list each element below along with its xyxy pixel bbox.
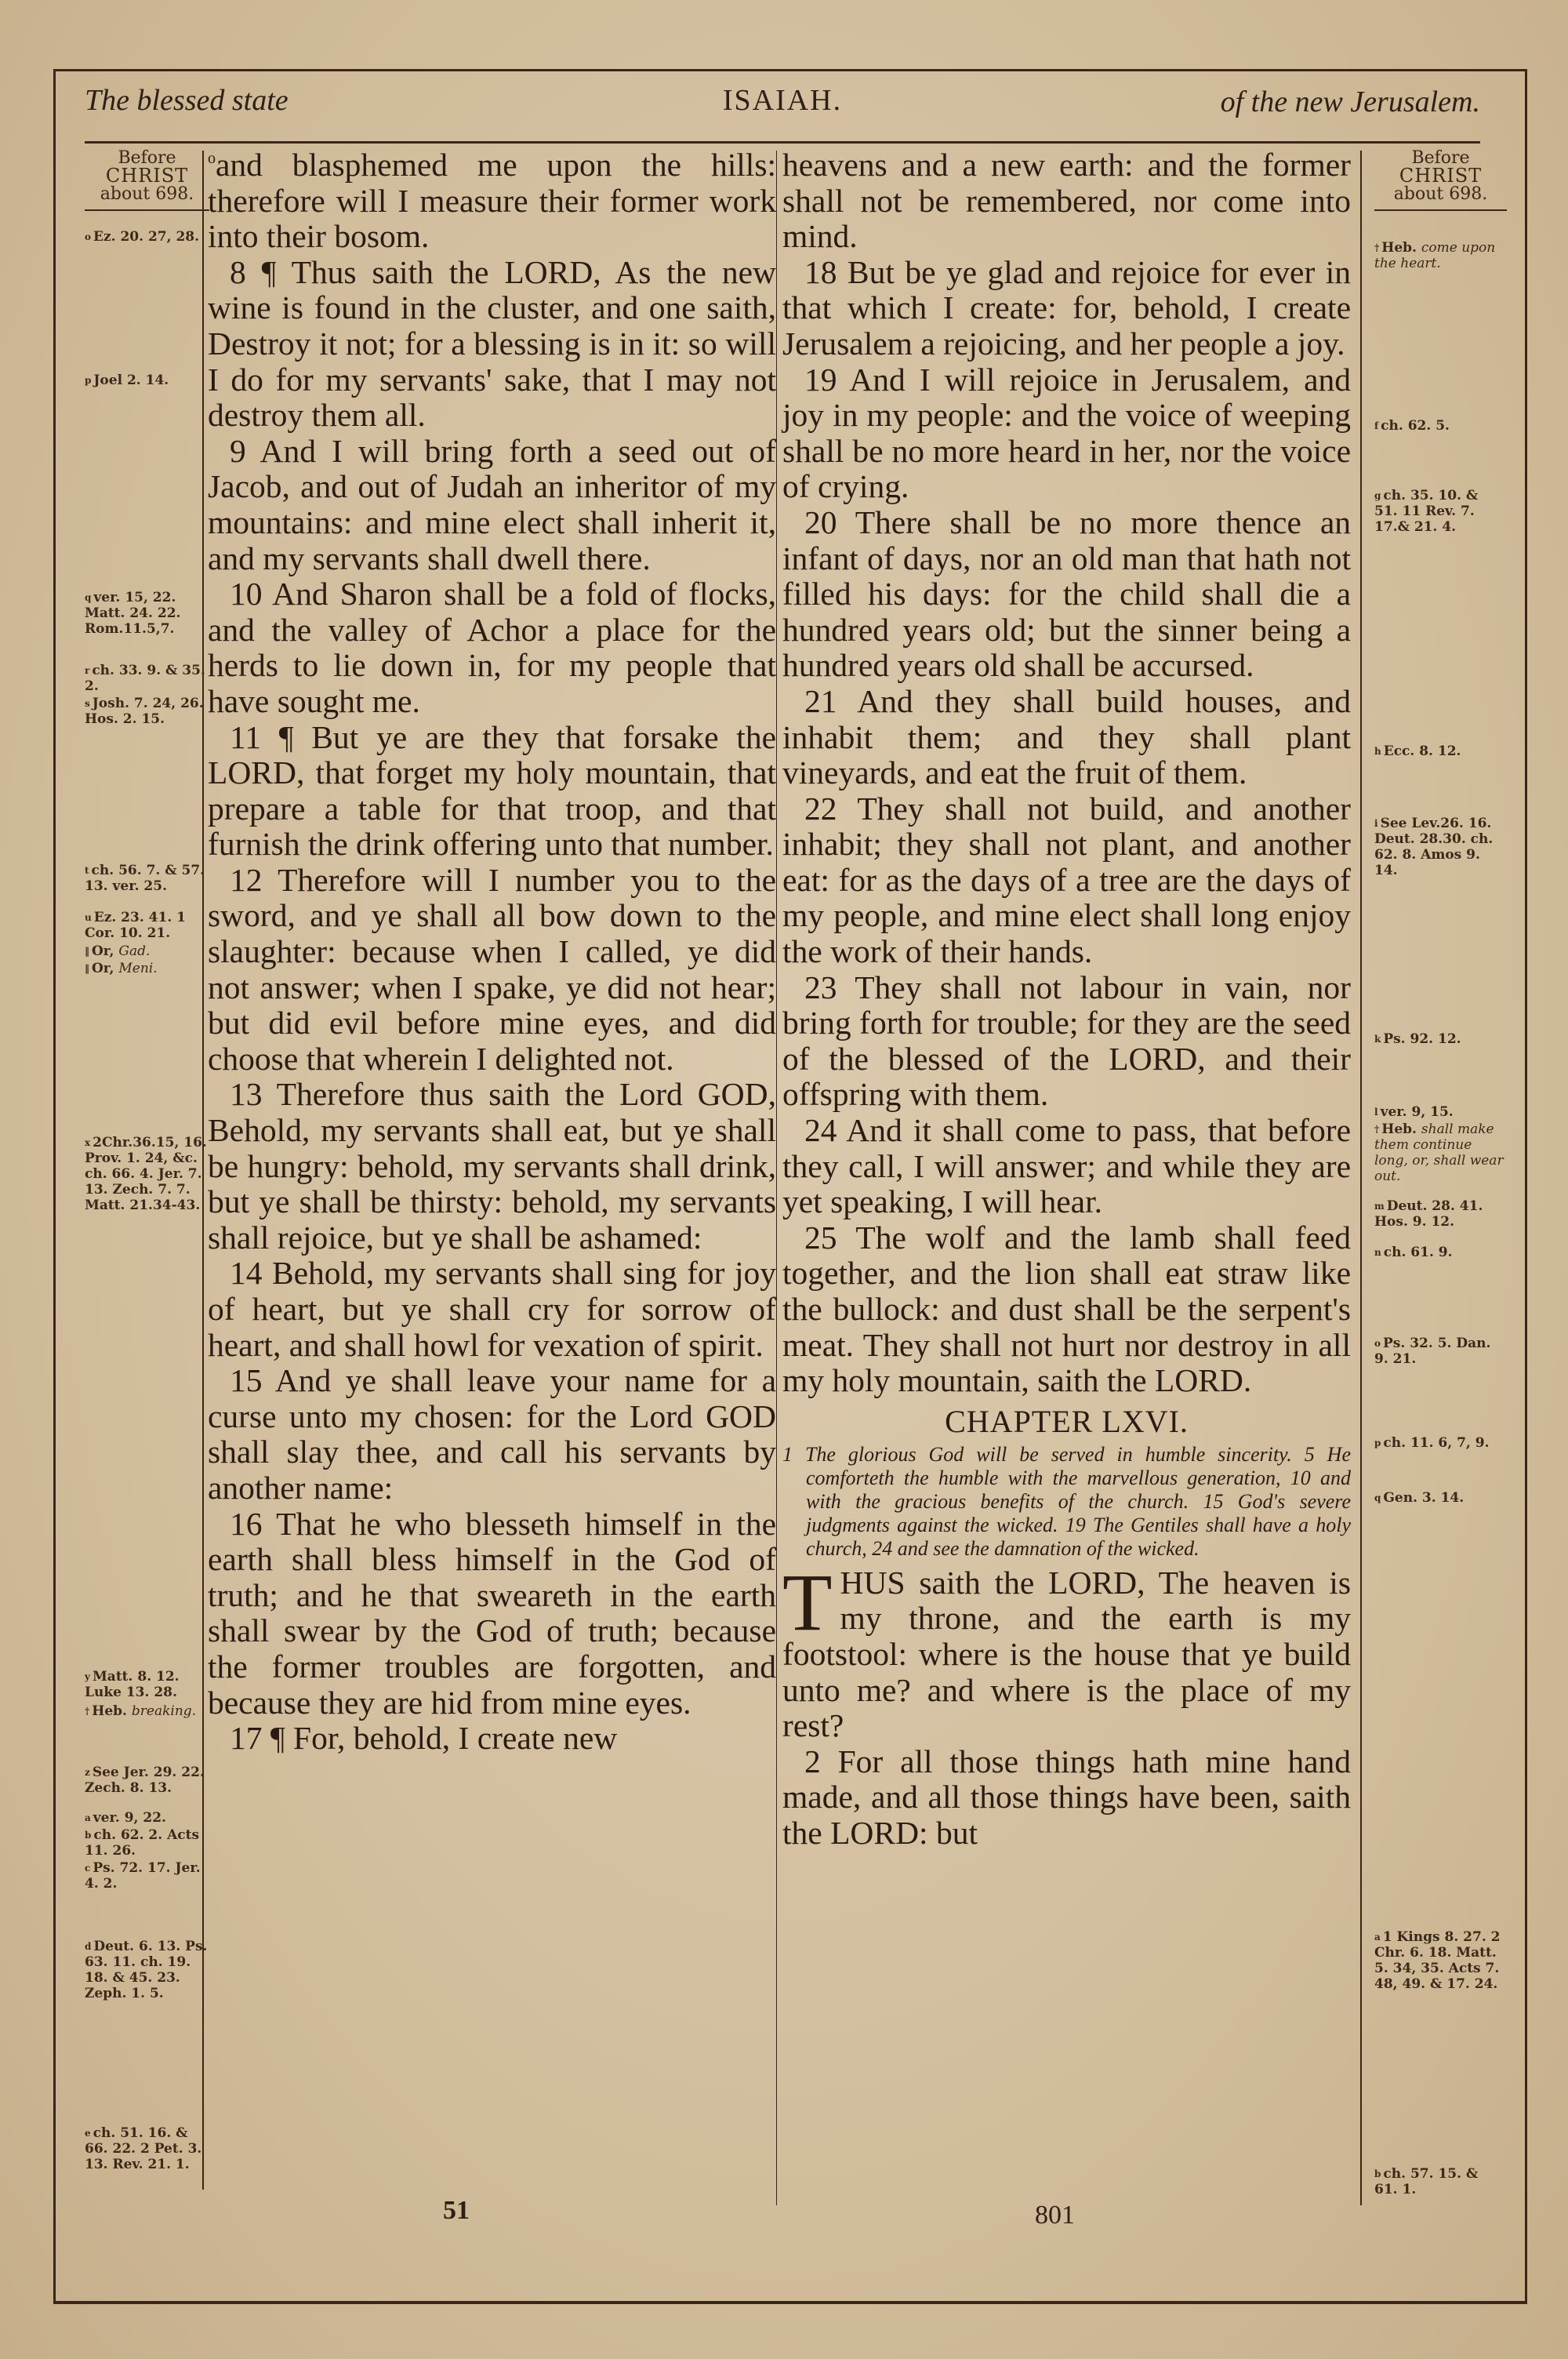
margin-note: ‖ Or, Meni. bbox=[85, 961, 158, 976]
chapter-heading: CHAPTER LXVI. bbox=[945, 1403, 1189, 1439]
verse-15: 15 And ye shall leave your name for a curse unto my chosen: for the Lord GOD shall slay thee, and call his servants by another name: bbox=[208, 1362, 776, 1506]
verse-10: 10 And Sharon shall be a fold of flocks, and the valley of Achor a place for the herds to lie down in, for my people that have sought me. bbox=[208, 576, 776, 719]
margin-note: $^h$ Ecc. 8. 12. bbox=[1374, 743, 1461, 759]
verse-8: 8 ¶ Thus saith the LORD, As the new wine is found in the cluster, and one saith, Destroy it not; for a blessing is in it: so will I do for my servants' sake, that I may not destroy them all. bbox=[208, 253, 776, 434]
text-column-right bbox=[782, 147, 1351, 1852]
margin-note: † Heb. breaking. bbox=[85, 1703, 197, 1719]
margin-note: $^x$ 2Chr.36.15, 16. Prov. 1. 24, &c. ch. 66. 4. Jer. 7. 13. Zech. 7. 7. Matt. 21.34-43. bbox=[85, 1135, 207, 1213]
column-divider bbox=[776, 151, 777, 2205]
bc-line1: Before bbox=[1411, 148, 1470, 168]
verse-17-start: 17 ¶ For, behold, I create new bbox=[230, 1720, 618, 1757]
margin-note: $^g$ ch. 35. 10. & 51. 11 Rev. 7. 17.& 21. 4. bbox=[1374, 488, 1479, 535]
left-margin-references bbox=[78, 148, 216, 2172]
margin-note: $^m$ Deut. 28. 41. Hos. 9. 12. bbox=[1374, 1198, 1483, 1230]
margin-note: $^p$ Joel 2. 14. bbox=[85, 373, 169, 388]
margin-note: $^b$ ch. 57. 15. & 61. 1. bbox=[1374, 2166, 1479, 2197]
margin-note: $^s$ Josh. 7. 24, 26. Hos. 2. 15. bbox=[85, 696, 204, 727]
margin-note: $^e$ ch. 51. 16. & 66. 22. 2 Pet. 3. 13. Rev. 21. 1. bbox=[85, 2125, 202, 2172]
header-rule bbox=[85, 141, 1480, 144]
before-christ-date-right bbox=[1374, 149, 1507, 211]
margin-note: $^q$ ver. 15, 22. Matt. 24. 22. Rom.11.5,7. bbox=[85, 590, 181, 637]
verse-17-continuation: heavens and a new earth: and the former shall not be remembered, nor come into mind. bbox=[782, 147, 1351, 255]
signature-mark: 51 bbox=[443, 2196, 470, 2225]
margin-note: $^l$ ver. 9, 15. bbox=[1374, 1104, 1454, 1120]
margin-note: $^u$ Ez. 23. 41. 1 Cor. 10. 21. bbox=[85, 910, 186, 941]
running-head-left: The blessed state bbox=[85, 84, 289, 117]
margin-note: $^t$ ch. 56. 7. & 57. 13. ver. 25. bbox=[85, 863, 205, 894]
margin-note: $^p$ ch. 11. 6, 7, 9. bbox=[1374, 1435, 1490, 1451]
verse-22: 22 They shall not build, and another inhabit; they shall not plant, and another eat: for as the days of a tree are the days of my people, and mine elect shall long enjoy the work of their hands. bbox=[782, 790, 1351, 970]
verse-23: 23 They shall not labour in vain, nor bring forth for trouble; for they are the seed of the blessed of the LORD, and their offspring with them. bbox=[782, 969, 1351, 1113]
margin-note: $^z$ See Jer. 29. 22. Zech. 8. 13. bbox=[85, 1765, 205, 1796]
margin-note: $^b$ ch. 62. 2. Acts 11. 26. bbox=[85, 1827, 200, 1859]
verse-continuation: $^o$and blasphemed me upon the hills: therefore will I measure their former work into their bosom. bbox=[208, 147, 776, 255]
margin-note: $^r$ ch. 33. 9. & 35. 2. bbox=[85, 663, 205, 694]
verse-18: 18 But be ye glad and rejoice for ever in that which I create: for, behold, I create Jerusalem a rejoicing, and her people a joy. bbox=[782, 253, 1351, 362]
margin-note: † Heb. shall make them continue long, or, shall wear out. bbox=[1374, 1121, 1504, 1184]
margin-note: † Heb. come upon the heart. bbox=[1374, 240, 1496, 271]
book-title: ISAIAH. bbox=[722, 84, 843, 117]
margin-note: $^c$ Ps. 72. 17. Jer. 4. 2. bbox=[85, 1860, 201, 1892]
margin-note: $^d$ Deut. 6. 13. Ps. 63. 11. ch. 19. 18. & 45. 23. Zeph. 1. 5. bbox=[85, 1939, 208, 2001]
verse-19: 19 And I will rejoice in Jerusalem, and joy in my people: and the voice of weeping shall be no more heard in her, nor the voice of crying. bbox=[782, 361, 1351, 505]
chapter-66-verse-2: 2 For all those things hath mine hand made, and all those things have been, saith the LORD: but bbox=[782, 1743, 1351, 1851]
page-number: 801 bbox=[1035, 2201, 1075, 2230]
before-christ-date bbox=[85, 149, 209, 211]
bc-line2: CHRIST bbox=[105, 165, 189, 187]
margin-note: $^n$ ch. 61. 9. bbox=[1374, 1245, 1453, 1260]
margin-note: $^k$ Ps. 92. 12. bbox=[1374, 1031, 1461, 1047]
verse-9: 9 And I will bring forth a seed out of Jacob, and out of Judah an inheritor of my mountains: and mine elect shall inherit it, and my servants shall dwell there. bbox=[208, 432, 776, 576]
bc-line3: about 698. bbox=[1393, 184, 1488, 204]
verse-11: 11 ¶ But ye are they that forsake the LORD, that forget my holy mountain, that prepare a table for that troop, and that furnish the drink offering unto that number. bbox=[208, 718, 776, 863]
verse-13: 13 Therefore thus saith the Lord GOD, Behold, my servants shall eat, but ye shall be hungry: behold, my servants shall drink, but ye shall be thirsty: behold, my servants shall rejoice, but ye shall be ashamed: bbox=[208, 1076, 776, 1256]
right-margin-divider bbox=[1360, 151, 1362, 2205]
running-head bbox=[85, 78, 1480, 135]
margin-note: $^q$ Gen. 3. 14. bbox=[1374, 1490, 1465, 1506]
margin-note: $^y$ Matt. 8. 12. Luke 13. 28. bbox=[85, 1669, 180, 1700]
margin-note: $^f$ ch. 62. 5. bbox=[1374, 418, 1450, 434]
margin-note: $^i$ See Lev.26. 16. Deut. 28.30. ch. 62. 8. Amos 9. 14. bbox=[1374, 816, 1494, 878]
bc-line1: Before bbox=[118, 148, 176, 168]
margin-note: $^o$ Ez. 20. 27, 28. bbox=[85, 229, 200, 245]
right-margin-references bbox=[1368, 148, 1513, 2197]
running-head-right: of the new Jerusalem. bbox=[1220, 85, 1480, 118]
margin-note: $^o$ Ps. 32. 5. Dan. 9. 21. bbox=[1374, 1336, 1491, 1367]
chapter-summary: 1 The glorious God will be served in humble sincerity. 5 He comforteth the humble with the marvellous generation, 10 and with the gracious benefits of the church. 15 God's severe judgments against the wicked. 19 The Gentiles shall have a holy church, 24 and see the damnation of the wicked. bbox=[782, 1442, 1351, 1560]
margin-note: ‖ Or, Gad. bbox=[85, 943, 151, 959]
verse-14: 14 Behold, my servants shall sing for joy of heart, but ye shall cry for sorrow of heart, and shall howl for vexation of spirit. bbox=[208, 1255, 776, 1363]
verse-12: 12 Therefore will I number you to the sword, and ye shall all bow down to the slaughter: because when I called, ye did not answer; when I spake, ye did not hear; but did evil before mine eyes, and did choose that wherein I delighted not. bbox=[208, 861, 776, 1077]
margin-note: $^a$ ver. 9, 22. bbox=[85, 1810, 166, 1826]
verse-24: 24 And it shall come to pass, that before they call, I will answer; and while they are yet speaking, I will hear. bbox=[782, 1112, 1351, 1220]
bc-line3: about 698. bbox=[100, 184, 194, 204]
margin-note: $^a$ 1 Kings 8. 27. 2 Chr. 6. 18. Matt. 5. 34, 35. Acts 7. 48, 49. & 17. 24. bbox=[1374, 1929, 1501, 1992]
verse-25: 25 The wolf and the lamb shall feed together, and the lion shall eat straw like the bullock: and dust shall be the serpent's meat. They shall not hurt nor destroy in all my holy mountain, saith the LORD. bbox=[782, 1219, 1351, 1399]
verse-16: 16 That he who blesseth himself in the earth shall bless himself in the God of truth; and he that sweareth in the earth shall swear by the God of truth; because the former troubles are forgotten, and because they are hid from mine eyes. bbox=[208, 1505, 776, 1721]
verse-21: 21 And they shall build houses, and inhabit them; and they shall plant vineyards, and eat the fruit of them. bbox=[782, 682, 1351, 791]
text-column-left bbox=[208, 147, 776, 1757]
bc-line2: CHRIST bbox=[1399, 165, 1483, 187]
drop-cap: T bbox=[782, 1557, 833, 1648]
chapter-66-verse-1: THUS saith the LORD, The heaven is my throne, and the earth is my footstool: where is the house that ye build unto me? and where is the place of my rest? bbox=[782, 1557, 1351, 1744]
verse-20: 20 There shall be no more thence an infant of days, nor an old man that hath not filled his days: for the child shall die a hundred years old; but the sinner being a hundred years old shall be accursed. bbox=[782, 503, 1351, 684]
